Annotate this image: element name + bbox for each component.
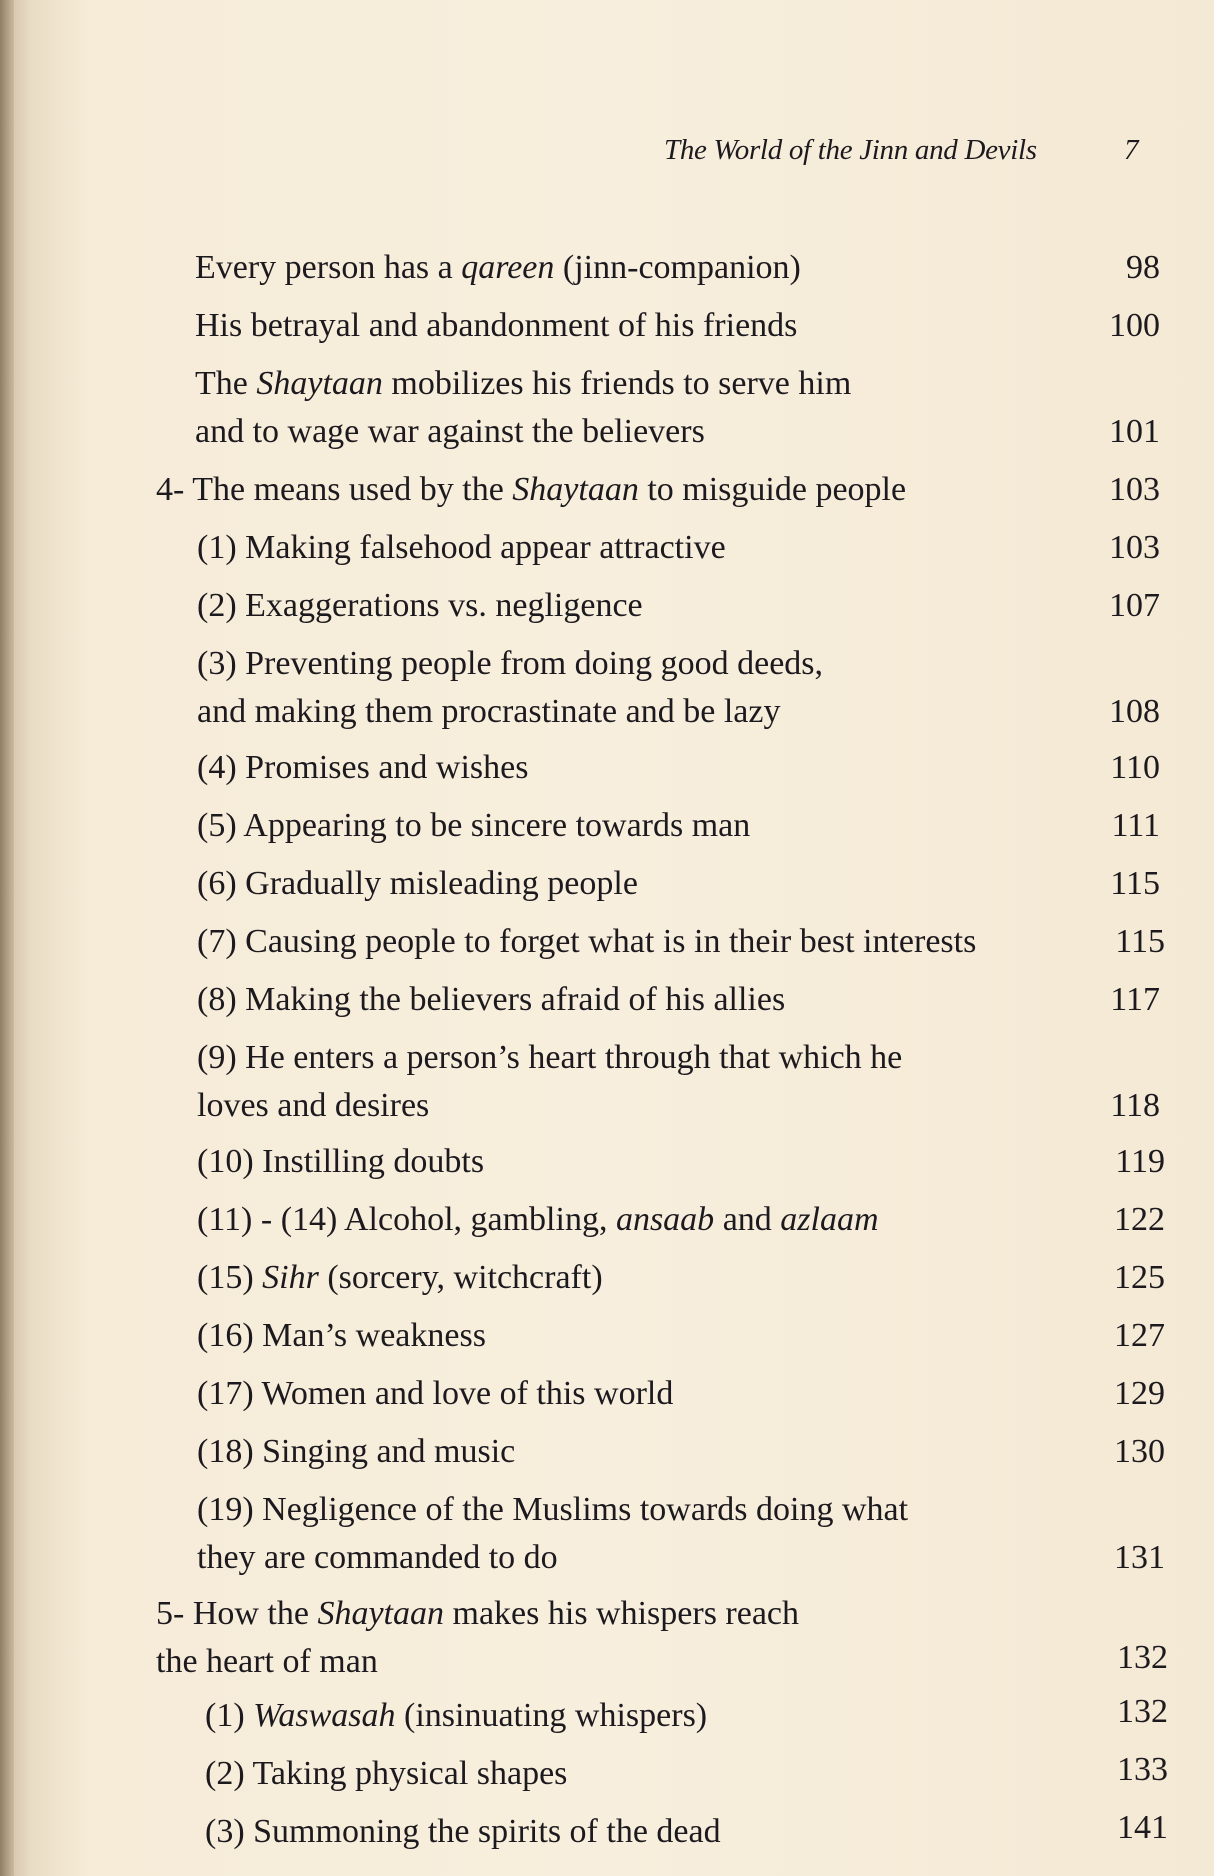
toc-entry-title: The Shaytaan mobilizes his friends to serve him	[195, 365, 852, 402]
toc-entry-title: (9) He enters a person’s heart through that which he	[197, 1039, 903, 1076]
toc-entry-title-continued: the heart of man	[156, 1643, 378, 1680]
toc-page-number: 108	[1109, 693, 1160, 730]
toc-page-number: 122	[1114, 1201, 1165, 1238]
toc-entry-title: (17) Women and love of this world	[197, 1375, 674, 1412]
toc-page-number: 111	[1111, 807, 1160, 844]
toc-page-number: 117	[1110, 981, 1160, 1018]
toc-entry-title-continued: and making them procrastinate and be lazy	[197, 693, 781, 730]
toc-page-number: 115	[1110, 865, 1160, 902]
toc-entry-title: (1) Waswasah (insinuating whispers)	[205, 1697, 708, 1734]
toc-page-number: 127	[1114, 1317, 1165, 1354]
toc-page-number: 103	[1109, 471, 1160, 508]
toc-page-number: 129	[1114, 1375, 1165, 1412]
toc-entry-title: (10) Instilling doubts	[197, 1143, 485, 1180]
toc-page-number: 100	[1109, 307, 1160, 344]
toc-page-number: 107	[1109, 587, 1160, 624]
toc-entry-title: (16) Man’s weakness	[197, 1317, 486, 1354]
toc-page-number: 101	[1109, 413, 1160, 450]
toc-entry-title: (7) Causing people to forget what is in their best interests	[197, 923, 977, 960]
toc-page-number: 110	[1110, 749, 1160, 786]
toc-entry-title: (3) Preventing people from doing good deeds,	[197, 645, 824, 682]
toc-entry-title: (8) Making the believers afraid of his allies	[197, 981, 786, 1018]
toc-page-number: 131	[1114, 1539, 1165, 1576]
toc-entry-title: (19) Negligence of the Muslims towards doing what	[197, 1491, 909, 1528]
toc-page-number: 118	[1110, 1087, 1160, 1124]
toc-page-number: 132	[1117, 1693, 1168, 1730]
toc-entry-title: (11) - (14) Alcohol, gambling, ansaab and azlaam	[197, 1201, 879, 1238]
toc-entry-title: (5) Appearing to be sincere towards man	[197, 807, 751, 844]
toc-entry-title: (4) Promises and wishes	[197, 749, 529, 786]
toc-page-number: 98	[1126, 249, 1160, 286]
toc-page-number: 125	[1114, 1259, 1165, 1296]
toc-entry-title: (2) Exaggerations vs. negligence	[197, 587, 643, 624]
toc-entry-title-continued: they are commanded to do	[197, 1539, 558, 1576]
toc-page-number: 119	[1115, 1143, 1165, 1180]
running-header-title: The World of the Jinn and Devils	[664, 134, 1037, 166]
toc-entry-title: (3) Summoning the spirits of the dead	[205, 1813, 721, 1850]
toc-entry-title: Every person has a qareen (jinn-companion)	[195, 249, 801, 286]
toc-page-number: 130	[1114, 1433, 1165, 1470]
running-header-page-number: 7	[1124, 134, 1139, 166]
toc-entry-title: 4- The means used by the Shaytaan to misguide people	[156, 471, 907, 508]
toc-page-number: 115	[1115, 923, 1165, 960]
toc-entry-title: (18) Singing and music	[197, 1433, 516, 1470]
toc-entry-title: (1) Making falsehood appear attractive	[197, 529, 726, 566]
toc-page-number: 141	[1117, 1809, 1168, 1846]
toc-entry-title: His betrayal and abandonment of his friends	[195, 307, 798, 344]
toc-page-number: 133	[1117, 1751, 1168, 1788]
toc-entry-title: 5- How the Shaytaan makes his whispers reach	[156, 1595, 800, 1632]
toc-entry-title: (15) Sihr (sorcery, witchcraft)	[197, 1259, 603, 1296]
toc-entry-title: (2) Taking physical shapes	[205, 1755, 568, 1792]
toc-entry-title-continued: loves and desires	[197, 1087, 430, 1124]
toc-entry-title: (6) Gradually misleading people	[197, 865, 638, 902]
toc-page-number: 103	[1109, 529, 1160, 566]
toc-entry-title-continued: and to wage war against the believers	[195, 413, 705, 450]
toc-page-number: 132	[1117, 1639, 1168, 1676]
